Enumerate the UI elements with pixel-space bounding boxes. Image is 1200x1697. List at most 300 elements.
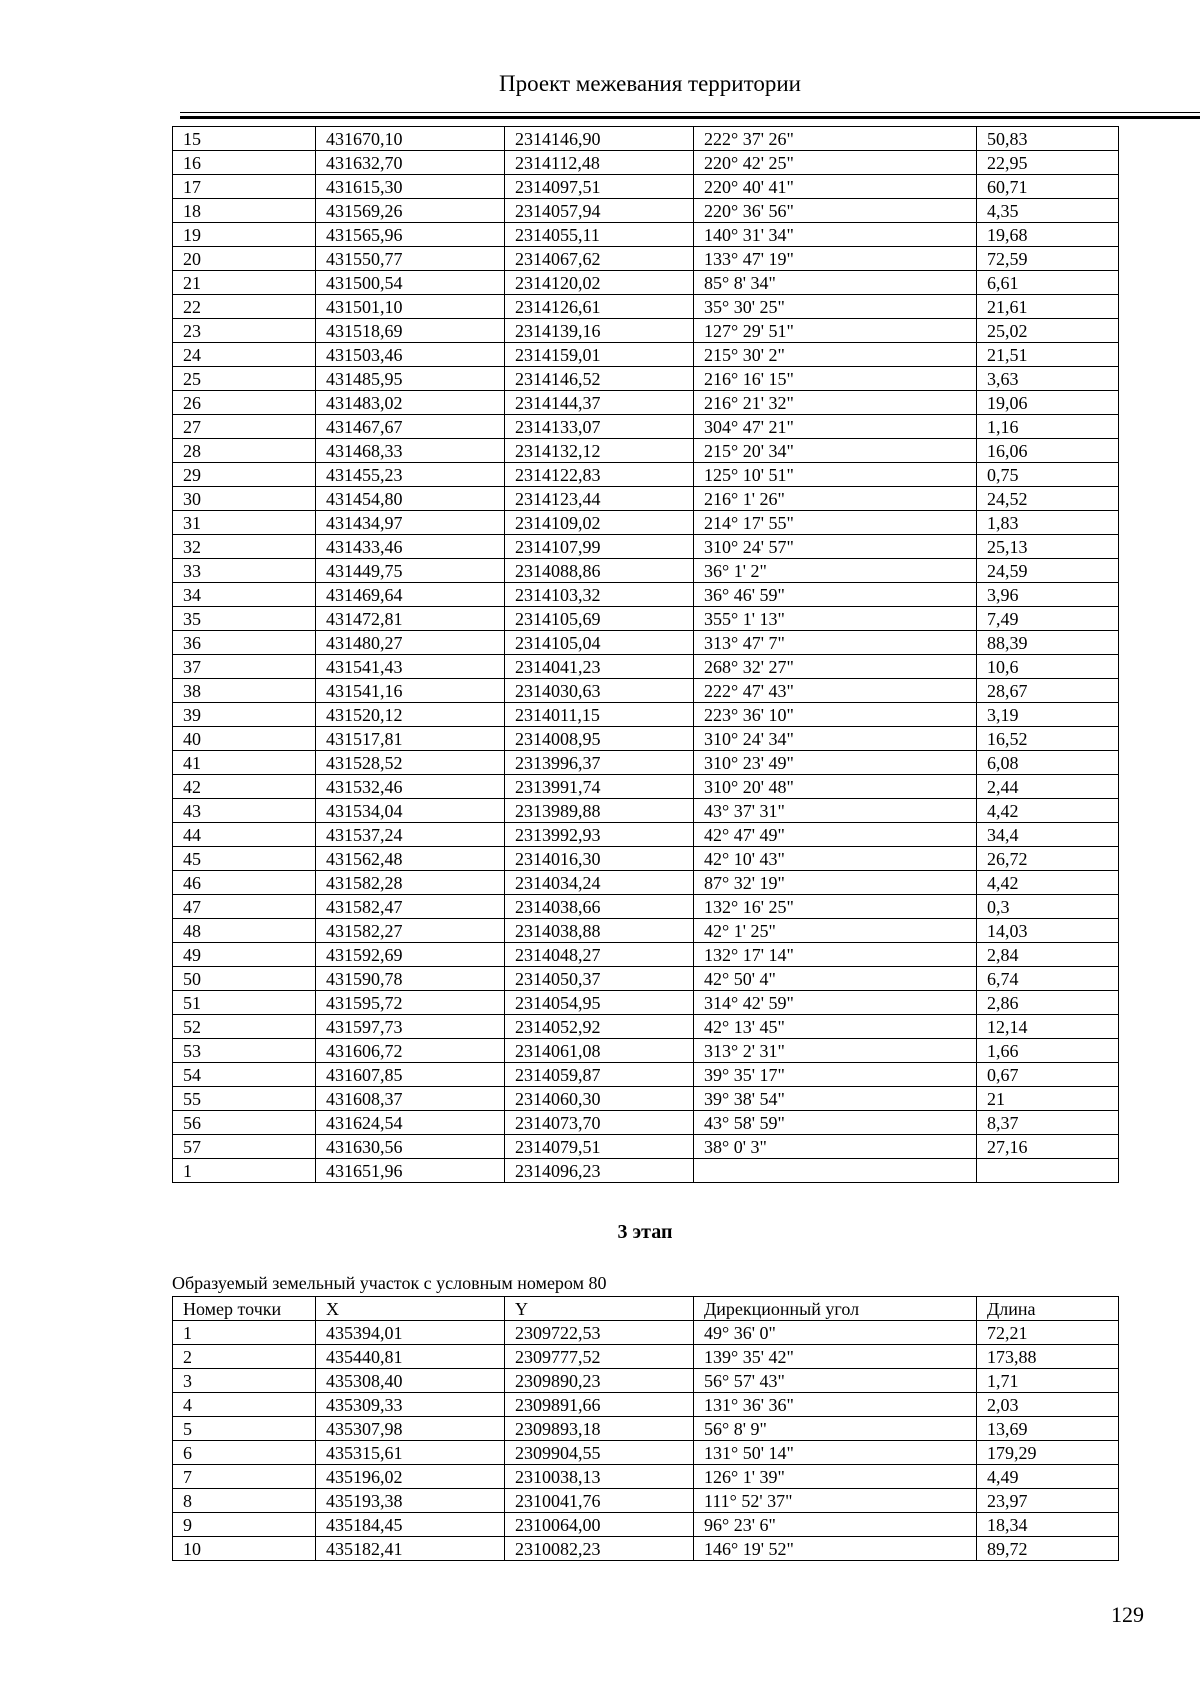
cell-length: 6,08 [977, 751, 1119, 775]
cell-y: 2314052,92 [505, 1015, 694, 1039]
cell-direction-angle: 35° 30' 25" [694, 295, 977, 319]
table-row [173, 127, 1119, 151]
cell-direction-angle: 214° 17' 55" [694, 511, 977, 535]
cell-length: 16,06 [977, 439, 1119, 463]
table-row [173, 367, 1119, 391]
cell-direction-angle: 36° 1' 2" [694, 559, 977, 583]
cell-point-number: 45 [173, 847, 316, 871]
cell-direction-angle: 42° 50' 4" [694, 967, 977, 991]
cell-point-number: 51 [173, 991, 316, 1015]
cell-direction-angle: 56° 8' 9" [694, 1417, 977, 1441]
cell-direction-angle: 310° 24' 57" [694, 535, 977, 559]
cell-length: 18,34 [977, 1513, 1119, 1537]
cell-point-number: 30 [173, 487, 316, 511]
cell-point-number: 56 [173, 1111, 316, 1135]
cell-length: 7,49 [977, 607, 1119, 631]
cell-length: 4,49 [977, 1465, 1119, 1489]
cell-y: 2309891,66 [505, 1393, 694, 1417]
cell-y: 2314048,27 [505, 943, 694, 967]
table-row [173, 247, 1119, 271]
cell-x: 435309,33 [316, 1393, 505, 1417]
parcel-caption: Образуемый земельный участок с условным номером 80 [172, 1273, 607, 1293]
table-row [173, 1039, 1119, 1063]
cell-direction-angle: 216° 1' 26" [694, 487, 977, 511]
cell-point-number: 29 [173, 463, 316, 487]
table-row [173, 1489, 1119, 1513]
cell-point-number: 52 [173, 1015, 316, 1039]
cell-x: 431541,16 [316, 679, 505, 703]
table-row [173, 943, 1119, 967]
cell-direction-angle: 131° 36' 36" [694, 1393, 977, 1417]
cell-y: 2314120,02 [505, 271, 694, 295]
cell-x: 431592,69 [316, 943, 505, 967]
table-row [173, 1441, 1119, 1465]
cell-x: 431541,43 [316, 655, 505, 679]
cell-y: 2310041,76 [505, 1489, 694, 1513]
cell-y: 2314011,15 [505, 703, 694, 727]
cell-point-number: 15 [173, 127, 316, 151]
cell-direction-angle: 220° 36' 56" [694, 199, 977, 223]
cell-length: 72,59 [977, 247, 1119, 271]
cell-point-number: 25 [173, 367, 316, 391]
cell-y: 2314132,12 [505, 439, 694, 463]
cell-point-number: 5 [173, 1417, 316, 1441]
table-row [173, 319, 1119, 343]
cell-y: 2314067,62 [505, 247, 694, 271]
cell-length: 21,61 [977, 295, 1119, 319]
header-length: Длина [977, 1297, 1119, 1321]
table-header-row [173, 1297, 1119, 1321]
header-rule-thin [180, 112, 1200, 113]
coordinates-table-body [173, 127, 1119, 1183]
cell-point-number: 41 [173, 751, 316, 775]
cell-point-number: 18 [173, 199, 316, 223]
cell-point-number: 1 [173, 1159, 316, 1183]
cell-point-number: 8 [173, 1489, 316, 1513]
cell-x: 431590,78 [316, 967, 505, 991]
cell-direction-angle: 56° 57' 43" [694, 1369, 977, 1393]
cell-direction-angle: 314° 42' 59" [694, 991, 977, 1015]
table-row [173, 535, 1119, 559]
cell-direction-angle: 43° 58' 59" [694, 1111, 977, 1135]
table-row [173, 1087, 1119, 1111]
cell-x: 431472,81 [316, 607, 505, 631]
cell-direction-angle: 43° 37' 31" [694, 799, 977, 823]
cell-direction-angle: 140° 31' 34" [694, 223, 977, 247]
cell-length: 6,61 [977, 271, 1119, 295]
cell-length: 14,03 [977, 919, 1119, 943]
table-row [173, 799, 1119, 823]
cell-x: 435184,45 [316, 1513, 505, 1537]
cell-x: 431597,73 [316, 1015, 505, 1039]
cell-y: 2314059,87 [505, 1063, 694, 1087]
cell-x: 435440,81 [316, 1345, 505, 1369]
header-rule-thick [180, 116, 1200, 119]
cell-x: 431517,81 [316, 727, 505, 751]
cell-length: 25,13 [977, 535, 1119, 559]
cell-y: 2314146,90 [505, 127, 694, 151]
cell-length: 10,6 [977, 655, 1119, 679]
table-row [173, 175, 1119, 199]
cell-y: 2314109,02 [505, 511, 694, 535]
cell-direction-angle: 222° 37' 26" [694, 127, 977, 151]
table-row [173, 607, 1119, 631]
cell-y: 2309904,55 [505, 1441, 694, 1465]
table-row [173, 271, 1119, 295]
cell-y: 2314123,44 [505, 487, 694, 511]
cell-point-number: 37 [173, 655, 316, 679]
table-row [173, 1465, 1119, 1489]
cell-point-number: 36 [173, 631, 316, 655]
cell-length: 88,39 [977, 631, 1119, 655]
table-row [173, 391, 1119, 415]
cell-length: 19,68 [977, 223, 1119, 247]
cell-y: 2309890,23 [505, 1369, 694, 1393]
cell-length: 60,71 [977, 175, 1119, 199]
cell-x: 431528,52 [316, 751, 505, 775]
cell-y: 2309893,18 [505, 1417, 694, 1441]
cell-x: 431480,27 [316, 631, 505, 655]
cell-x: 431449,75 [316, 559, 505, 583]
cell-direction-angle: 42° 1' 25" [694, 919, 977, 943]
cell-x: 431562,48 [316, 847, 505, 871]
cell-direction-angle: 310° 24' 34" [694, 727, 977, 751]
table-row [173, 655, 1119, 679]
cell-direction-angle: 215° 30' 2" [694, 343, 977, 367]
table-row [173, 559, 1119, 583]
cell-length: 1,66 [977, 1039, 1119, 1063]
cell-x: 431606,72 [316, 1039, 505, 1063]
cell-direction-angle: 216° 21' 32" [694, 391, 977, 415]
table-row [173, 1417, 1119, 1441]
table-row [173, 1321, 1119, 1345]
cell-point-number: 2 [173, 1345, 316, 1369]
cell-y: 2314159,01 [505, 343, 694, 367]
header-y: Y [505, 1297, 694, 1321]
table-row [173, 871, 1119, 895]
cell-length: 26,72 [977, 847, 1119, 871]
cell-direction-angle: 39° 38' 54" [694, 1087, 977, 1111]
cell-direction-angle: 310° 20' 48" [694, 775, 977, 799]
table-row [173, 1369, 1119, 1393]
table-row [173, 1015, 1119, 1039]
cell-length: 24,59 [977, 559, 1119, 583]
cell-y: 2314146,52 [505, 367, 694, 391]
cell-x: 431532,46 [316, 775, 505, 799]
cell-point-number: 24 [173, 343, 316, 367]
table-row [173, 151, 1119, 175]
cell-direction-angle: 111° 52' 37" [694, 1489, 977, 1513]
cell-length: 50,83 [977, 127, 1119, 151]
cell-x: 431520,12 [316, 703, 505, 727]
cell-x: 431608,37 [316, 1087, 505, 1111]
cell-y: 2313996,37 [505, 751, 694, 775]
cell-direction-angle: 304° 47' 21" [694, 415, 977, 439]
cell-y: 2314133,07 [505, 415, 694, 439]
cell-y: 2314105,04 [505, 631, 694, 655]
cell-y: 2314144,37 [505, 391, 694, 415]
header-direction-angle: Дирекционный угол [694, 1297, 977, 1321]
cell-length: 21 [977, 1087, 1119, 1111]
cell-length: 28,67 [977, 679, 1119, 703]
header-point-number: Номер точки [173, 1297, 316, 1321]
cell-direction-angle: 87° 32' 19" [694, 871, 977, 895]
cell-point-number: 53 [173, 1039, 316, 1063]
stage-title: 3 этап [617, 1221, 673, 1243]
cell-point-number: 43 [173, 799, 316, 823]
cell-y: 2314096,23 [505, 1159, 694, 1183]
header-x: X [316, 1297, 505, 1321]
cell-x: 431483,02 [316, 391, 505, 415]
cell-y: 2314079,51 [505, 1135, 694, 1159]
cell-y: 2314097,51 [505, 175, 694, 199]
cell-x: 435308,40 [316, 1369, 505, 1393]
cell-direction-angle: 133° 47' 19" [694, 247, 977, 271]
cell-length: 0,3 [977, 895, 1119, 919]
cell-direction-angle: 132° 17' 14" [694, 943, 977, 967]
cell-length: 4,35 [977, 199, 1119, 223]
cell-y: 2314105,69 [505, 607, 694, 631]
cell-length: 25,02 [977, 319, 1119, 343]
cell-x: 431582,27 [316, 919, 505, 943]
cell-x: 431468,33 [316, 439, 505, 463]
cell-direction-angle: 220° 42' 25" [694, 151, 977, 175]
cell-direction-angle: 222° 47' 43" [694, 679, 977, 703]
cell-x: 431433,46 [316, 535, 505, 559]
cell-y: 2309722,53 [505, 1321, 694, 1345]
cell-direction-angle: 223° 36' 10" [694, 703, 977, 727]
cell-point-number: 26 [173, 391, 316, 415]
cell-point-number: 47 [173, 895, 316, 919]
coordinates-table-continued [172, 126, 1119, 1183]
cell-length: 22,95 [977, 151, 1119, 175]
cell-length: 4,42 [977, 871, 1119, 895]
cell-point-number: 22 [173, 295, 316, 319]
cell-x: 431624,54 [316, 1111, 505, 1135]
cell-direction-angle: 126° 1' 39" [694, 1465, 977, 1489]
cell-x: 431569,26 [316, 199, 505, 223]
cell-direction-angle: 131° 50' 14" [694, 1441, 977, 1465]
cell-x: 431615,30 [316, 175, 505, 199]
cell-y: 2314055,11 [505, 223, 694, 247]
cell-point-number: 20 [173, 247, 316, 271]
cell-point-number: 38 [173, 679, 316, 703]
cell-point-number: 28 [173, 439, 316, 463]
cell-x: 431550,77 [316, 247, 505, 271]
table-row [173, 775, 1119, 799]
cell-length: 6,74 [977, 967, 1119, 991]
cell-point-number: 7 [173, 1465, 316, 1489]
cell-length: 23,97 [977, 1489, 1119, 1513]
cell-x: 435182,41 [316, 1537, 505, 1561]
cell-point-number: 54 [173, 1063, 316, 1087]
cell-direction-angle: 310° 23' 49" [694, 751, 977, 775]
cell-x: 435315,61 [316, 1441, 505, 1465]
cell-y: 2313991,74 [505, 775, 694, 799]
cell-x: 431518,69 [316, 319, 505, 343]
cell-y: 2314122,83 [505, 463, 694, 487]
cell-length: 173,88 [977, 1345, 1119, 1369]
cell-direction-angle: 42° 13' 45" [694, 1015, 977, 1039]
cell-x: 431503,46 [316, 343, 505, 367]
cell-x: 431500,54 [316, 271, 505, 295]
cell-direction-angle: 39° 35' 17" [694, 1063, 977, 1087]
table-row [173, 1063, 1119, 1087]
cell-x: 431534,04 [316, 799, 505, 823]
cell-x: 431630,56 [316, 1135, 505, 1159]
table-row [173, 1159, 1119, 1183]
cell-x: 431651,96 [316, 1159, 505, 1183]
cell-x: 431454,80 [316, 487, 505, 511]
cell-point-number: 21 [173, 271, 316, 295]
cell-x: 431582,28 [316, 871, 505, 895]
cell-x: 435394,01 [316, 1321, 505, 1345]
cell-length: 1,83 [977, 511, 1119, 535]
cell-point-number: 50 [173, 967, 316, 991]
cell-direction-angle: 216° 16' 15" [694, 367, 977, 391]
cell-y: 2314057,94 [505, 199, 694, 223]
cell-x: 431485,95 [316, 367, 505, 391]
table-row [173, 1513, 1119, 1537]
cell-point-number: 9 [173, 1513, 316, 1537]
cell-length: 3,96 [977, 583, 1119, 607]
cell-length: 72,21 [977, 1321, 1119, 1345]
cell-point-number: 1 [173, 1321, 316, 1345]
table-row [173, 463, 1119, 487]
table-row [173, 991, 1119, 1015]
cell-length: 2,86 [977, 991, 1119, 1015]
cell-point-number: 10 [173, 1537, 316, 1561]
cell-y: 2314050,37 [505, 967, 694, 991]
cell-y: 2314038,88 [505, 919, 694, 943]
table-row [173, 895, 1119, 919]
cell-point-number: 34 [173, 583, 316, 607]
cell-point-number: 44 [173, 823, 316, 847]
cell-direction-angle: 139° 35' 42" [694, 1345, 977, 1369]
table-row [173, 919, 1119, 943]
table-row [173, 223, 1119, 247]
cell-length: 8,37 [977, 1111, 1119, 1135]
cell-direction-angle: 313° 47' 7" [694, 631, 977, 655]
cell-direction-angle: 36° 46' 59" [694, 583, 977, 607]
cell-y: 2310038,13 [505, 1465, 694, 1489]
cell-point-number: 46 [173, 871, 316, 895]
cell-y: 2313992,93 [505, 823, 694, 847]
cell-point-number: 42 [173, 775, 316, 799]
cell-length: 21,51 [977, 343, 1119, 367]
table-row [173, 1111, 1119, 1135]
cell-y: 2314061,08 [505, 1039, 694, 1063]
cell-y: 2314103,32 [505, 583, 694, 607]
cell-length: 2,03 [977, 1393, 1119, 1417]
table-row [173, 727, 1119, 751]
cell-y: 2314073,70 [505, 1111, 694, 1135]
cell-point-number: 35 [173, 607, 316, 631]
table-row [173, 823, 1119, 847]
table-row [173, 295, 1119, 319]
cell-point-number: 48 [173, 919, 316, 943]
cell-point-number: 31 [173, 511, 316, 535]
cell-length: 1,16 [977, 415, 1119, 439]
table-row [173, 583, 1119, 607]
cell-x: 431607,85 [316, 1063, 505, 1087]
cell-y: 2314139,16 [505, 319, 694, 343]
cell-x: 431582,47 [316, 895, 505, 919]
cell-y: 2314054,95 [505, 991, 694, 1015]
table-row [173, 847, 1119, 871]
cell-length: 27,16 [977, 1135, 1119, 1159]
table-row [173, 415, 1119, 439]
cell-length: 13,69 [977, 1417, 1119, 1441]
table-row [173, 1393, 1119, 1417]
cell-y: 2314041,23 [505, 655, 694, 679]
cell-length: 1,71 [977, 1369, 1119, 1393]
cell-direction-angle: 49° 36' 0" [694, 1321, 977, 1345]
cell-direction-angle: 220° 40' 41" [694, 175, 977, 199]
cell-length: 19,06 [977, 391, 1119, 415]
cell-direction-angle: 146° 19' 52" [694, 1537, 977, 1561]
parcel-coordinates-table [172, 1296, 1119, 1561]
cell-x: 435196,02 [316, 1465, 505, 1489]
cell-length: 16,52 [977, 727, 1119, 751]
parcel-coordinates-table-body [173, 1321, 1119, 1561]
cell-point-number: 39 [173, 703, 316, 727]
cell-x: 431467,67 [316, 415, 505, 439]
cell-x: 431670,10 [316, 127, 505, 151]
cell-length: 89,72 [977, 1537, 1119, 1561]
cell-x: 435193,38 [316, 1489, 505, 1513]
cell-x: 431434,97 [316, 511, 505, 535]
cell-length: 2,84 [977, 943, 1119, 967]
cell-y: 2314038,66 [505, 895, 694, 919]
cell-x: 431501,10 [316, 295, 505, 319]
cell-length: 0,67 [977, 1063, 1119, 1087]
table-row [173, 967, 1119, 991]
table-row [173, 487, 1119, 511]
table-row [173, 439, 1119, 463]
cell-y: 2314016,30 [505, 847, 694, 871]
cell-y: 2314107,99 [505, 535, 694, 559]
table-row [173, 511, 1119, 535]
cell-direction-angle: 85° 8' 34" [694, 271, 977, 295]
cell-point-number: 19 [173, 223, 316, 247]
table-row [173, 1537, 1119, 1561]
cell-length: 3,19 [977, 703, 1119, 727]
cell-direction-angle: 42° 47' 49" [694, 823, 977, 847]
table-row [173, 1345, 1119, 1369]
cell-direction-angle [694, 1159, 977, 1183]
cell-y: 2314030,63 [505, 679, 694, 703]
cell-direction-angle: 127° 29' 51" [694, 319, 977, 343]
cell-length: 34,4 [977, 823, 1119, 847]
cell-point-number: 4 [173, 1393, 316, 1417]
cell-y: 2314112,48 [505, 151, 694, 175]
cell-length: 179,29 [977, 1441, 1119, 1465]
cell-direction-angle: 313° 2' 31" [694, 1039, 977, 1063]
cell-x: 435307,98 [316, 1417, 505, 1441]
cell-x: 431565,96 [316, 223, 505, 247]
cell-point-number: 49 [173, 943, 316, 967]
cell-direction-angle: 96° 23' 6" [694, 1513, 977, 1537]
table-row [173, 631, 1119, 655]
cell-direction-angle: 38° 0' 3" [694, 1135, 977, 1159]
table-row [173, 703, 1119, 727]
cell-point-number: 6 [173, 1441, 316, 1465]
cell-y: 2314088,86 [505, 559, 694, 583]
page-header-title: Проект межевания территории [499, 71, 801, 96]
cell-length: 0,75 [977, 463, 1119, 487]
cell-point-number: 55 [173, 1087, 316, 1111]
